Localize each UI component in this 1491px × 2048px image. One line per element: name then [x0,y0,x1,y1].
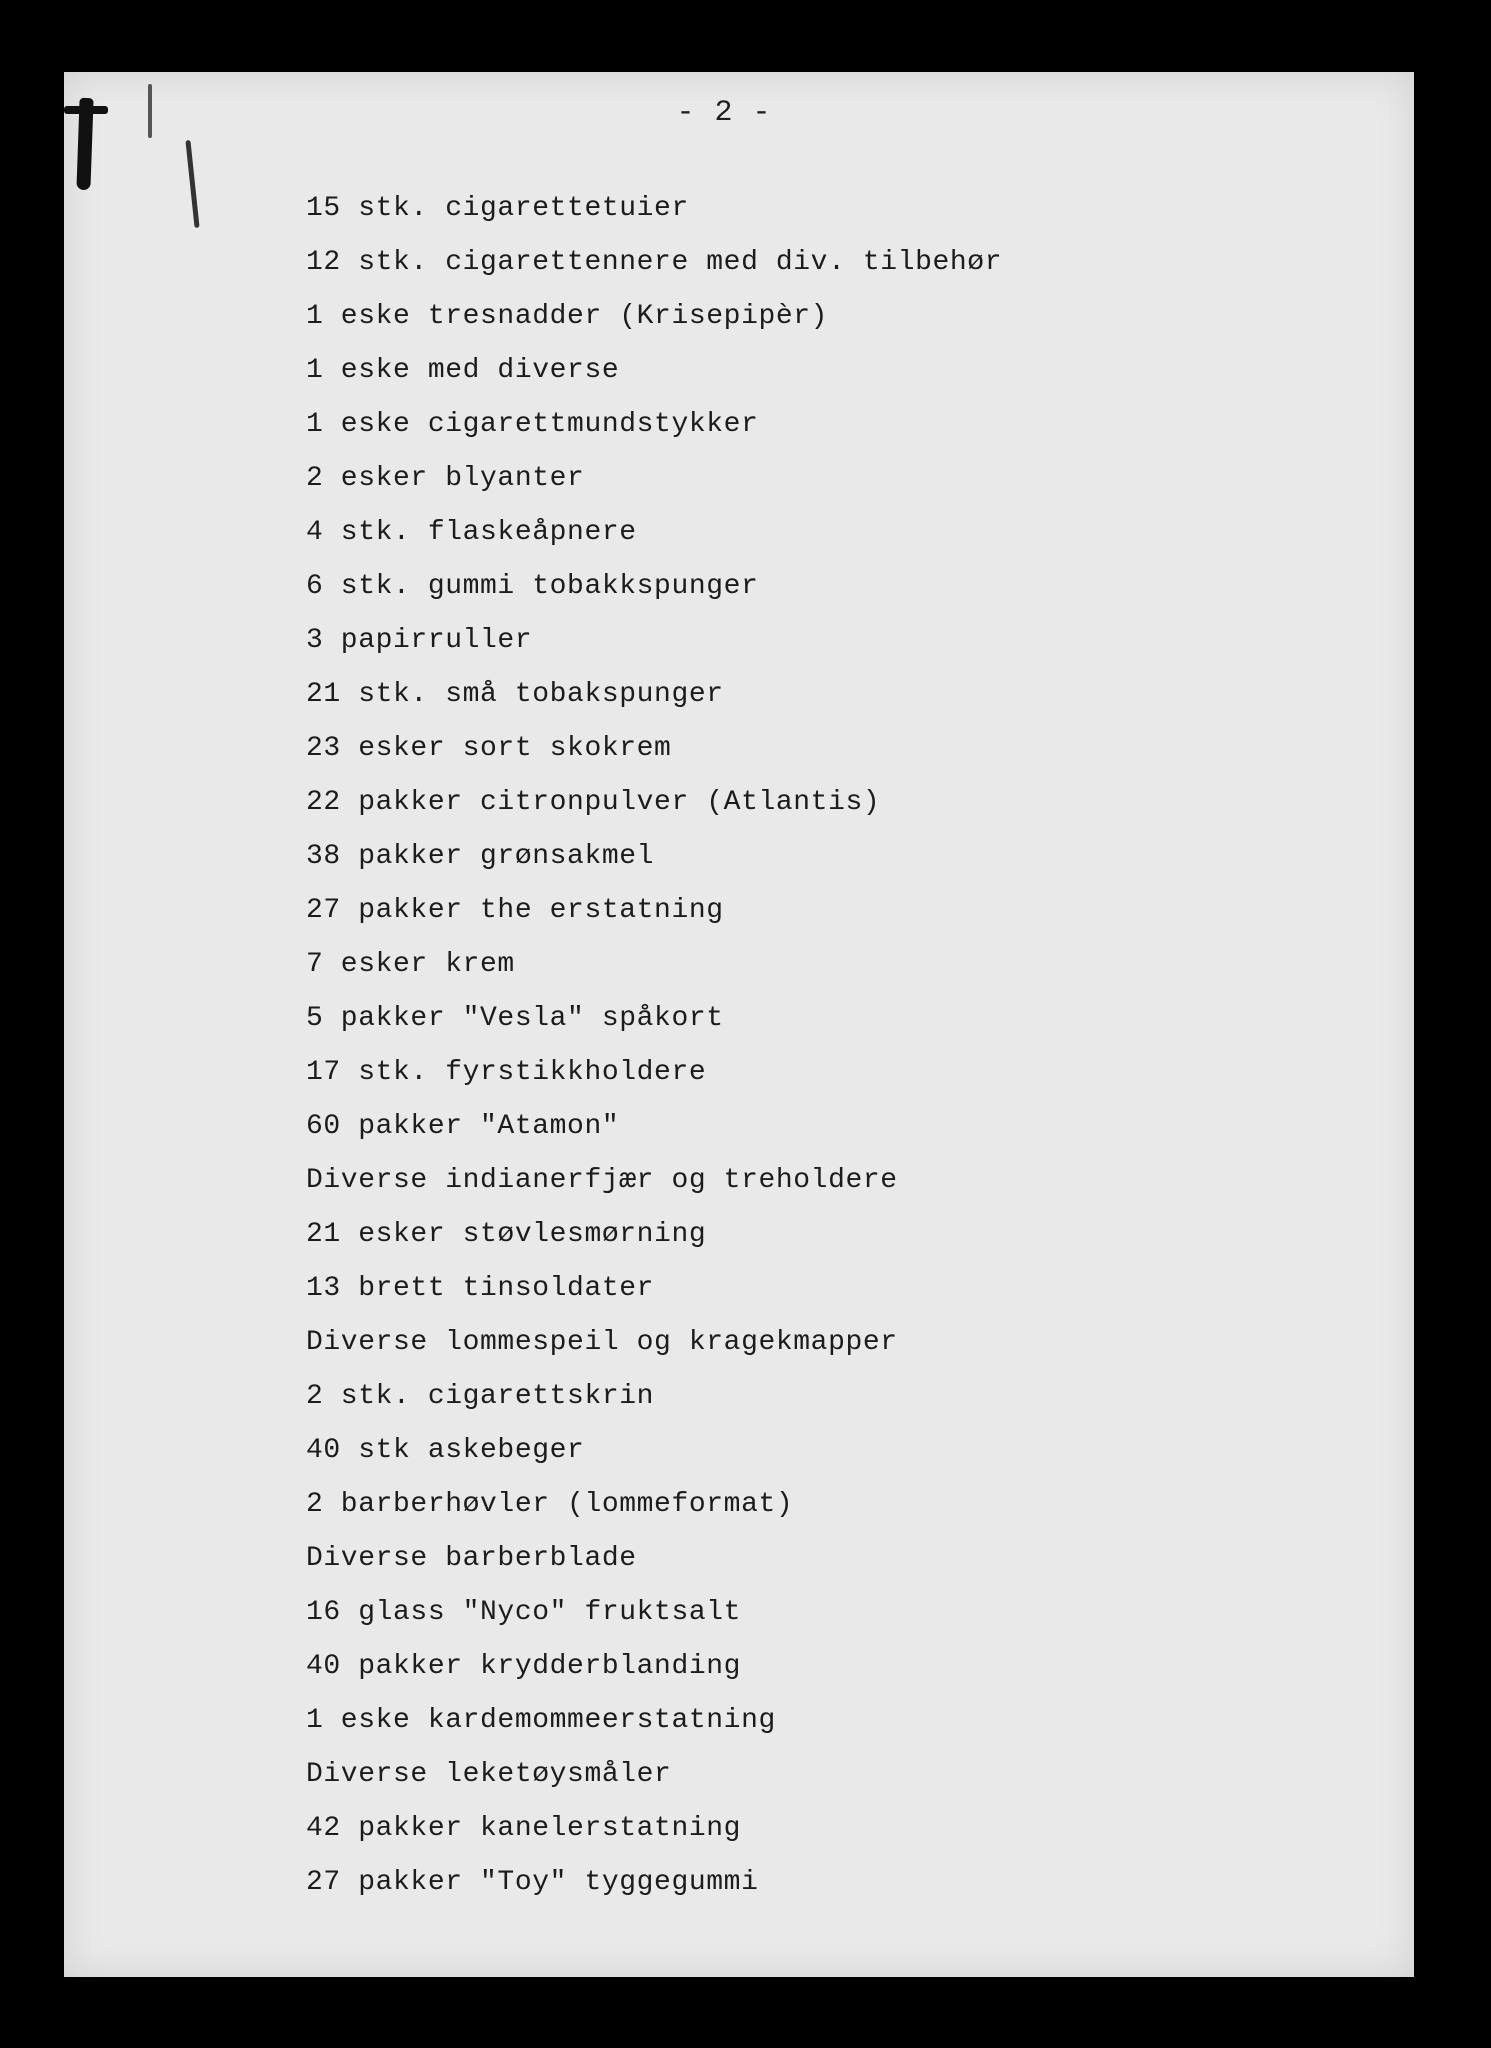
inventory-item: 17 stk. fyrstikkholdere [306,1057,707,1088]
inventory-item: 7 esker krem [306,949,515,980]
inventory-item: 5 pakker "Vesla" spåkort [306,1003,724,1034]
inventory-item: 3 papirruller [306,625,533,656]
inventory-item: 2 barberhøvler (lommeformat) [306,1489,794,1520]
inventory-item: 21 esker støvlesmørning [306,1219,707,1250]
inventory-item: 40 stk askebeger [306,1435,585,1466]
inventory-item: Diverse leketøysmåler [306,1759,672,1790]
inventory-item: Diverse lommespeil og kragekmapper [306,1327,898,1358]
document-page [64,72,1414,1977]
inventory-item: 21 stk. små tobakspunger [306,679,724,710]
inventory-item: 1 eske tresnadder (Krisepipèr) [306,301,829,332]
inventory-item: 1 eske med diverse [306,355,620,386]
inventory-item: 23 esker sort skokrem [306,733,672,764]
inventory-item: 15 stk. cigarettetuier [306,193,689,224]
inventory-item: 16 glass "Nyco" fruktsalt [306,1597,742,1628]
ink-mark [148,84,152,138]
inventory-item: 27 pakker "Toy" tyggegummi [306,1867,759,1898]
inventory-list [306,182,1002,1910]
inventory-item: 6 stk. gummi tobakkspunger [306,571,759,602]
inventory-item: 1 eske cigarettmundstykker [306,409,759,440]
inventory-item: 13 brett tinsoldater [306,1273,655,1304]
inventory-item: 4 stk. flaskeåpnere [306,517,637,548]
inventory-item: 42 pakker kanelerstatning [306,1813,742,1844]
page-number: - 2 - [676,96,772,130]
inventory-item: 40 pakker krydderblanding [306,1651,742,1682]
inventory-item: 12 stk. cigarettennere med div. tilbehør [306,247,1003,278]
inventory-item: Diverse barberblade [306,1543,637,1574]
inventory-item: 38 pakker grønsakmel [306,841,655,872]
inventory-item: 22 pakker citronpulver (Atlantis) [306,787,881,818]
inventory-item: 2 stk. cigarettskrin [306,1381,655,1412]
ink-mark [185,140,199,228]
inventory-item: Diverse indianerfjær og treholdere [306,1165,898,1196]
inventory-item: 1 eske kardemommeerstatning [306,1705,776,1736]
ink-mark [64,106,108,114]
inventory-item: 60 pakker "Atamon" [306,1111,620,1142]
inventory-item: 27 pakker the erstatning [306,895,724,926]
inventory-item: 2 esker blyanter [306,463,585,494]
